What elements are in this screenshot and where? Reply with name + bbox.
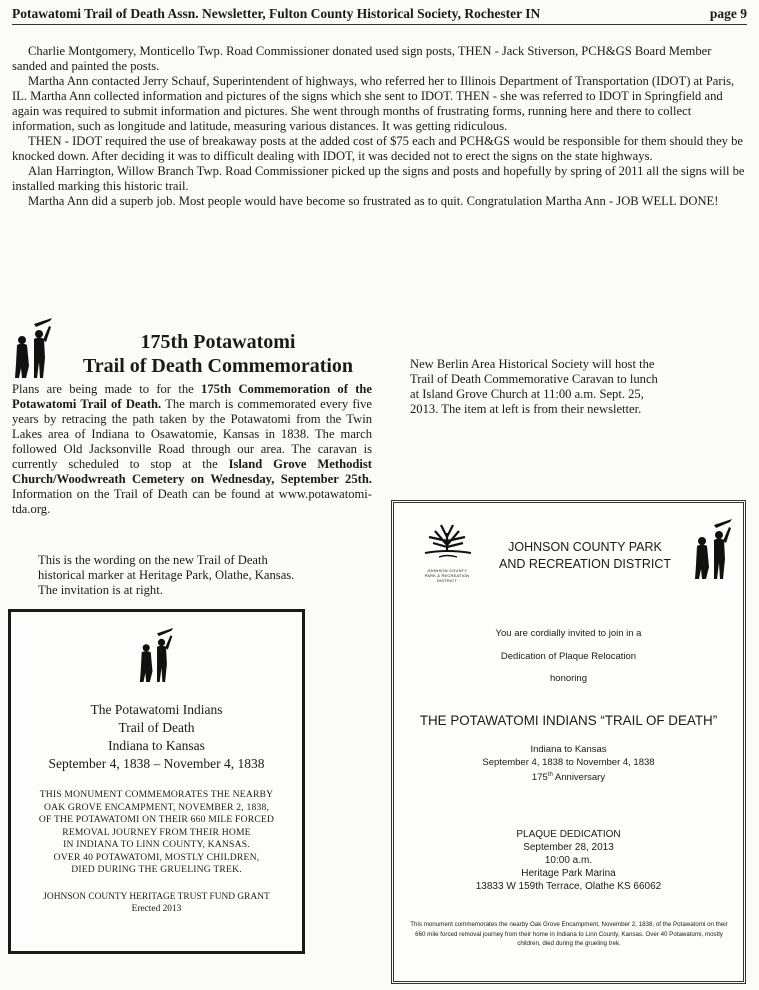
park-recreation-logo-icon — [414, 523, 480, 583]
title-line: 175th Potawatomi — [140, 331, 296, 353]
grant-line: JOHNSON COUNTY HERITAGE TRUST FUND GRANT — [43, 891, 270, 902]
inscription-line: OAK GROVE ENCAMPMENT, NOVEMBER 2, 1838, — [43, 801, 270, 813]
inscription-line: OF THE POTAWATOMI ON THEIR 660 MILE FORCED — [38, 814, 275, 825]
newsletter-title: Potawatomi Trail of Death Assn. Newsletter, Fulton County Historical Society, Rochester IN — [12, 6, 541, 21]
marker-caption: This is the wording on the new Trail of Death historical marker at Heritage Park, Olathe, Kansas. The invitation is at right. — [38, 553, 295, 597]
logo-text: DISTRICT — [436, 578, 458, 583]
marker-title — [11, 701, 302, 773]
marker-grant — [11, 891, 302, 915]
organization-name — [492, 539, 678, 573]
logo-text: PARK & RECREATION — [424, 573, 470, 578]
plaque-place: Heritage Park Marina — [521, 868, 616, 879]
commemoration-article — [12, 318, 372, 517]
anniversary-line — [394, 769, 743, 784]
invitation-dates — [394, 743, 743, 784]
inscription-line: REMOVAL JOURNEY FROM THEIR HOME — [62, 826, 251, 838]
potawatomi-figures-icon — [137, 628, 177, 682]
article-body — [12, 44, 745, 209]
route-line: Indiana to Kansas — [530, 744, 607, 755]
potawatomi-figures-icon — [12, 318, 56, 378]
text-run: Plans are being made to for the — [12, 382, 202, 396]
newsletter-header — [12, 6, 747, 22]
invitation-card — [391, 500, 746, 984]
title-line: Trail of Death Commemoration — [82, 355, 354, 377]
invite-line: You are cordially invited to join in a — [495, 628, 642, 639]
logo-text: JOHNSON COUNTY — [426, 568, 468, 573]
paragraph: THEN - IDOT required the use of breakaway posts at the added cost of $75 each and PCH&GS would be responsible for them should they be knocked down. After deciding it was to difficult dealing with IDOT, it was decided not to erect the signs on the state highways. — [12, 134, 743, 163]
plaque-address: 13833 W 159th Terrace, Olathe KS 66062 — [475, 881, 662, 892]
bold-run: 175th Commemoration of the Potawatomi Trail of Death. — [12, 382, 372, 411]
potawatomi-figures-icon — [692, 513, 736, 585]
org-line: AND RECREATION DISTRICT — [499, 557, 671, 571]
marker-title-line: Trail of Death — [118, 720, 195, 735]
paragraph: Martha Ann did a superb job. Most people would have become so frustrated as to quit. Congratulation Martha Ann - JOB WELL DONE! — [28, 194, 719, 208]
anniversary-suffix: th — [547, 772, 553, 778]
dedication-line: Dedication of Plaque Relocation — [500, 651, 637, 662]
commemoration-text — [12, 382, 372, 517]
invitation-footer: This monument commemorates the nearby Oak Grove Encampment, November 2, 1838, of the Potawatomi on their 660 mile forced removal journey from their home in Indiana to Linn County, Kansas. Over 40 Potawatomi, mostly children, died during the grueling trek. — [410, 921, 728, 947]
header-divider — [12, 24, 747, 25]
inscription-line: OVER 40 POTAWATOMI, MOSTLY CHILDREN, — [53, 851, 260, 863]
paragraph: Charlie Montgomery, Monticello Twp. Road Commissioner donated used sign posts, THEN - Jack Stiverson, PCH&GS Board Member sanded and painted the posts. — [12, 44, 712, 73]
dates-line: September 4, 1838 to November 4, 1838 — [482, 757, 655, 768]
bold-run: Island Grove Methodist Church/Woodwreath Cemetery on Wednesday, September 25th. — [12, 457, 372, 486]
invitation-main-title: THE POTAWATOMI INDIANS “TRAIL OF DEATH” — [419, 713, 718, 728]
erected-line: Erected 2013 — [131, 903, 182, 914]
page-number: page 9 — [709, 6, 747, 21]
new-berlin-note: New Berlin Area Historical Society will host the Trail of Death Commemorative Caravan to lunch at Island Grove Church at 11:00 a.m. Sept. 25, 2013. The item at left is from their newsletter. — [410, 357, 658, 416]
anniversary-number: 175 — [531, 772, 548, 784]
inscription-line: THIS MONUMENT COMMEMORATES THE NEARBY — [39, 789, 274, 800]
commemoration-title — [64, 330, 372, 378]
anniversary-word: Anniversary — [552, 772, 606, 784]
marker-inscription — [11, 789, 302, 877]
plaque-heading: PLAQUE DEDICATION — [516, 829, 621, 840]
plaque-time: 10:00 a.m. — [544, 855, 593, 866]
plaque-date: September 28, 2013 — [523, 842, 614, 853]
marker-title-line: The Potawatomi Indians — [90, 702, 223, 717]
marker-title-line: September 4, 1838 – November 4, 1838 — [48, 756, 265, 771]
paragraph: Martha Ann contacted Jerry Schauf, Superintendent of highways, who referred her to Illinois Department of Transportation (IDOT) at Paris, IL. Martha Ann collected information and pictures of the signs which she sent to IDOT. THEN - she was referred to IDOT in Springfield and again was required to submit information and pictures. She went through months of frustrating forms, running here and there to collect information, such as longitude and latitude, measuring various distances. It was getting ridiculous. — [12, 74, 735, 133]
inscription-line: IN INDIANA TO LINN COUNTY, KANSAS. — [63, 839, 250, 850]
org-line: JOHNSON COUNTY PARK — [508, 540, 662, 554]
honoring-line: honoring — [550, 673, 587, 684]
plaque-details — [394, 828, 743, 893]
text-run: Information on the Trail of Death can be found at www.potawatomi-tda.org. — [12, 487, 372, 516]
historical-marker-box — [8, 609, 305, 954]
marker-title-line: Indiana to Kansas — [108, 738, 205, 753]
text-run: The march is commemorated every five years by retracing the path taken by the Potawatomi from the Twin Lakes area of Indiana to Osawatomie, Kansas in 1838. The march followed Old Jacksonville Road through our area. The caravan is currently scheduled to stop at the — [12, 397, 372, 471]
inscription-line: DIED DURING THE GRUELING TREK. — [71, 864, 242, 875]
paragraph: Alan Harrington, Willow Branch Twp. Road Commissioner picked up the signs and posts and hopefully by spring of 2011 all the signs will be installed marking this historic trail. — [12, 164, 745, 193]
